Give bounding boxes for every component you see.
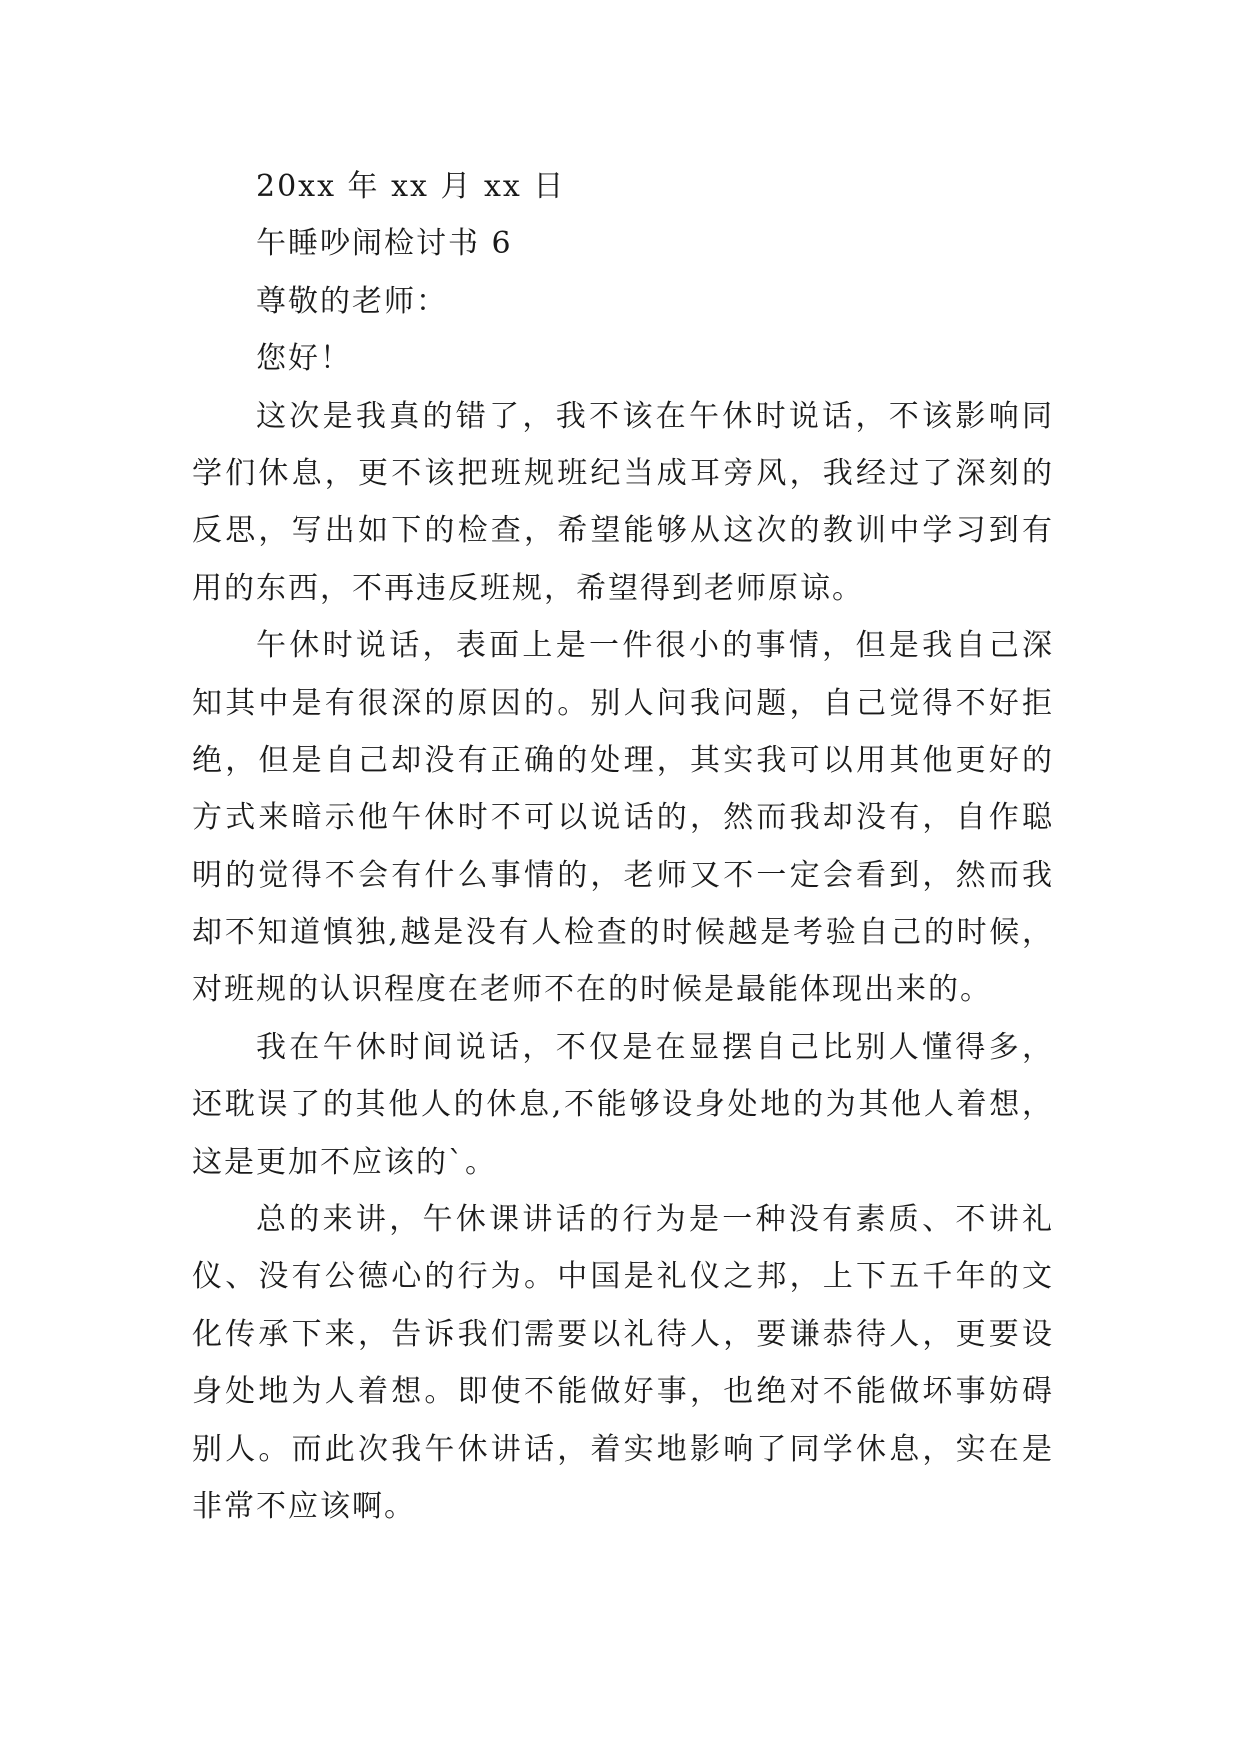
paragraph-2 bbox=[192, 617, 1054, 1019]
date-line: 20xx 年 xx 月 xx 日 bbox=[256, 169, 566, 204]
paragraph-3 bbox=[192, 1019, 1054, 1191]
paragraph-line: 非常不应该啊。 bbox=[192, 1488, 416, 1524]
paragraph-line: 这次是我真的错了，我不该在午休时说话，不该影响同 bbox=[256, 398, 1054, 434]
paragraph-line: 学们休息，更不该把班规班纪当成耳旁风，我经过了深刻的 bbox=[192, 455, 1054, 491]
salutation: 尊敬的老师： bbox=[256, 283, 448, 319]
paragraph-line: 反思，写出如下的检查，希望能够从这次的教训中学习到有 bbox=[192, 513, 1054, 549]
paragraph-line: 用的东西，不再违反班规，希望得到老师原谅。 bbox=[192, 570, 864, 606]
paragraph-line: 绝，但是自己却没有正确的处理，其实我可以用其他更好的 bbox=[192, 742, 1054, 778]
paragraph-line: 还耽误了的其他人的休息,不能够设身处地的为其他人着想， bbox=[192, 1087, 1054, 1123]
paragraph-line: 这是更加不应该的`。 bbox=[192, 1144, 497, 1180]
paragraph-line: 仪、没有公德心的行为。中国是礼仪之邦，上下五千年的文 bbox=[192, 1259, 1054, 1295]
paragraph-line: 对班规的认识程度在老师不在的时候是最能体现出来的。 bbox=[192, 972, 992, 1008]
paragraph-line: 却不知道慎独,越是没有人检查的时候越是考验自己的时候， bbox=[192, 915, 1054, 951]
paragraph-line: 明的觉得不会有什么事情的，老师又不一定会看到，然而我 bbox=[192, 857, 1054, 893]
paragraph-line: 知其中是有很深的原因的。别人问我问题，自己觉得不好拒 bbox=[192, 685, 1054, 721]
paragraph-line: 方式来暗示他午休时不可以说话的，然而我却没有，自作聪 bbox=[192, 800, 1054, 836]
greeting: 您好！ bbox=[256, 341, 352, 377]
paragraph-line: 总的来讲，午休课讲话的行为是一种没有素质、不讲礼 bbox=[256, 1202, 1054, 1238]
paragraph-1 bbox=[192, 388, 1054, 618]
paragraph-line: 午休时说话，表面上是一件很小的事情，但是我自己深 bbox=[256, 628, 1054, 664]
paragraph-line: 化传承下来，告诉我们需要以礼待人，要谦恭待人，更要设 bbox=[192, 1316, 1054, 1352]
paragraph-line: 身处地为人着想。即使不能做好事，也绝对不能做坏事妨碍 bbox=[192, 1374, 1054, 1410]
paragraph-line: 别人。而此次我午休讲话，着实地影响了同学休息，实在是 bbox=[192, 1431, 1054, 1467]
document-body bbox=[192, 158, 1054, 1535]
document-title: 午睡吵闹检讨书 6 bbox=[256, 226, 513, 262]
paragraph-4 bbox=[192, 1191, 1054, 1535]
paragraph-line: 我在午休时间说话，不仅是在显摆自己比别人懂得多， bbox=[256, 1029, 1054, 1065]
